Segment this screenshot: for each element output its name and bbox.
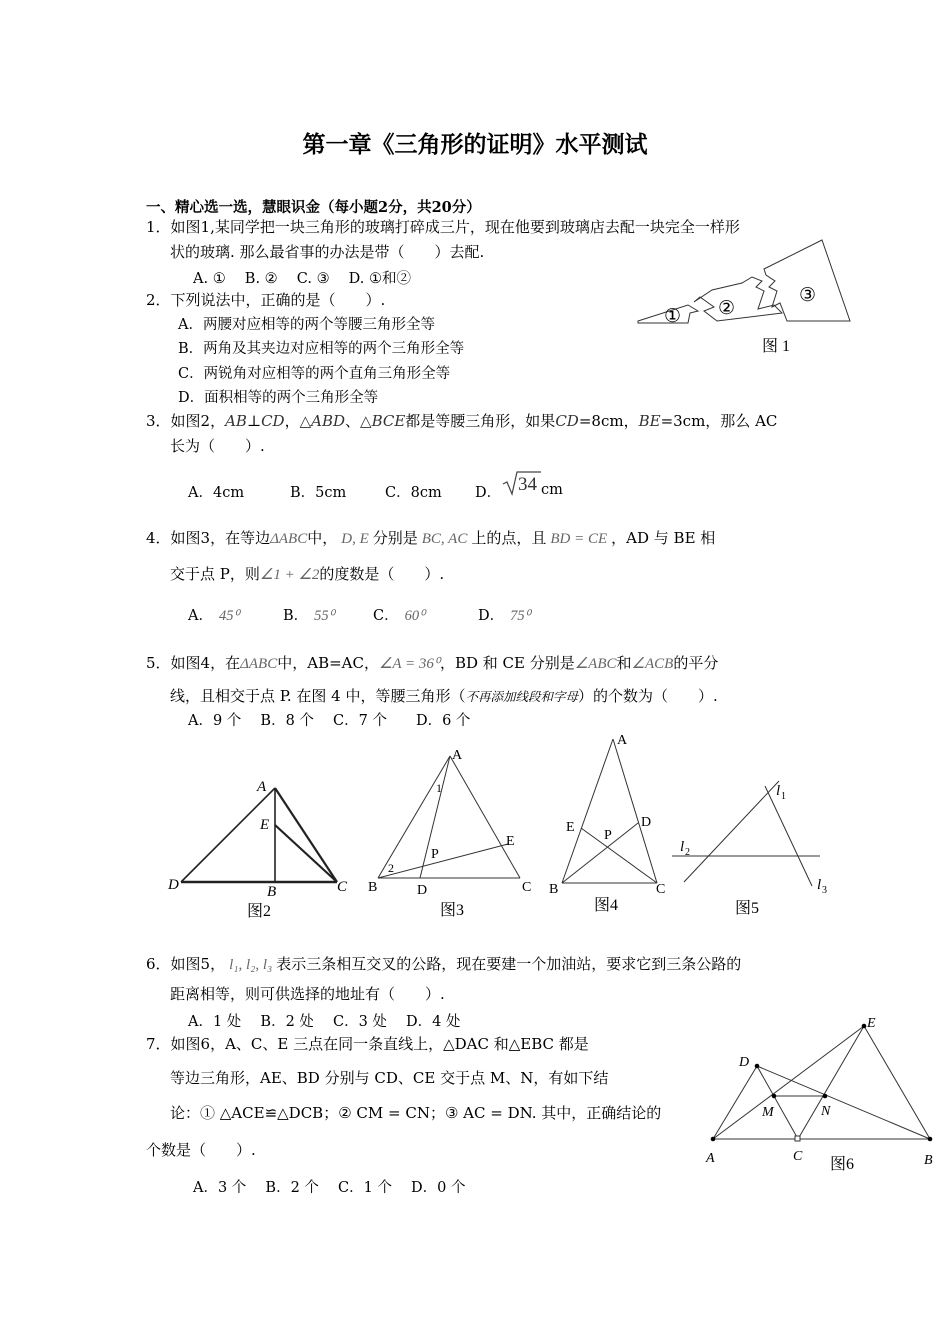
section-heading: 一、精心选一选，慧眼识金（每小题2分，共20分） bbox=[146, 199, 481, 216]
fig2-label-c: C bbox=[337, 879, 348, 895]
fig6-label-m: M bbox=[762, 1105, 774, 1120]
figure-6 bbox=[700, 1010, 940, 1175]
q4-opt-a-val: 45⁰ bbox=[218, 608, 240, 624]
q5-text-6: 线，且相交于点 P. 在图 4 中，等腰三角形（ bbox=[170, 687, 466, 705]
figure-3 bbox=[360, 745, 540, 925]
q5-text-1: 5．如图4，在 bbox=[146, 654, 241, 672]
q3-tri-abd: △ABD bbox=[299, 412, 346, 430]
fig3-label-c: C bbox=[522, 880, 532, 895]
fig6-point-e bbox=[862, 1024, 867, 1029]
q2-option-d: D．面积相等的两个三角形全等 bbox=[178, 390, 379, 406]
q3-option-d: D． bbox=[475, 485, 502, 501]
fig2-label-d: D bbox=[168, 877, 179, 893]
fig1-piece-2 bbox=[694, 277, 782, 321]
q3-option-b: B．5cm bbox=[290, 485, 347, 501]
q2-option-b: B．两角及其夹边对应相等的两个三角形全等 bbox=[178, 341, 465, 357]
q5-text-3: ，BD 和 CE 分别是 bbox=[439, 654, 575, 672]
q6-options: A．1 处 B．2 处 C．3 处 D．4 处 bbox=[188, 1014, 461, 1030]
fig4-caption: 图4 bbox=[594, 897, 619, 914]
q3-text-6: =3cm，那么 AC bbox=[660, 412, 778, 430]
figure-5 bbox=[670, 775, 835, 925]
q3-radicand: 34 bbox=[518, 474, 537, 495]
fig6-label-a: A bbox=[706, 1151, 715, 1166]
fig6-point-a bbox=[711, 1137, 716, 1142]
fig5-caption: 图5 bbox=[735, 900, 760, 917]
q4-math-abc: ΔABC bbox=[270, 531, 308, 547]
figure-4 bbox=[545, 730, 675, 925]
q3-option-c: C．8cm bbox=[385, 485, 442, 501]
figure-2 bbox=[165, 775, 355, 925]
q4-text-4: 上的点，且 bbox=[471, 529, 547, 547]
fig1-label-1: ① bbox=[664, 306, 682, 327]
q4-text-7: 的度数是（ ）. bbox=[319, 565, 445, 583]
q6-math-lines: l₁, l₂, l₃ bbox=[229, 957, 273, 973]
fig3-label-a: A bbox=[452, 748, 463, 763]
q4-opt-d-label: D． bbox=[478, 608, 505, 624]
fig2-label-a: A bbox=[257, 779, 267, 795]
fig5-label-l3-sub: 3 bbox=[822, 885, 827, 896]
q7-options: A．3 个 B．2 个 C．1 个 D．0 个 bbox=[193, 1180, 466, 1196]
fig5-label-l1-sub: 1 bbox=[781, 791, 786, 802]
fig3-label-b: B bbox=[368, 880, 378, 895]
q4-line1 bbox=[146, 528, 715, 549]
fig4-label-d: D bbox=[641, 815, 652, 830]
fig6-label-c: C bbox=[793, 1149, 803, 1164]
fig6-point-c bbox=[795, 1136, 800, 1141]
fig4-label-c: C bbox=[656, 882, 666, 897]
q5-line2 bbox=[170, 686, 718, 707]
fig5-label-l3: l bbox=[817, 877, 822, 893]
figure-1 bbox=[632, 235, 857, 355]
q4-option-c bbox=[373, 604, 425, 625]
q1-options: A. ① B. ② C. ③ D. ①和② bbox=[193, 271, 412, 287]
q5-text-5: 的平分 bbox=[673, 654, 719, 672]
q3-var-ab: AB bbox=[225, 412, 247, 430]
q5-math-abc: ΔABC bbox=[240, 656, 278, 672]
fig3-caption: 图3 bbox=[440, 902, 465, 919]
fig6-label-b: B bbox=[924, 1153, 933, 1168]
fig2-label-e: E bbox=[260, 817, 270, 833]
q3-line2: 长为（ ）. bbox=[170, 437, 265, 455]
q7-line4: 个数是（ ）. bbox=[146, 1141, 256, 1159]
fig6-caption: 图6 bbox=[830, 1156, 855, 1173]
q4-math-de: D, E bbox=[341, 531, 369, 547]
q5-math-angle-abc: ∠ABC bbox=[574, 656, 617, 672]
q3-text-2: ， bbox=[284, 412, 300, 430]
q2-stem: 2．下列说法中，正确的是（ ）. bbox=[146, 291, 386, 309]
q1-line2: 状的玻璃. 那么最省事的办法是带（ ）去配. bbox=[170, 243, 485, 261]
q4-text-2: 中， bbox=[307, 529, 338, 547]
q3-tri-bce: △BCE bbox=[360, 412, 406, 430]
fig3-label-2: 2 bbox=[388, 861, 394, 875]
q4-opt-b-label: B． bbox=[283, 608, 309, 624]
q4-opt-b-val: 55⁰ bbox=[314, 608, 335, 624]
q3-text-1: 3．如图2， bbox=[146, 412, 226, 430]
q6-line1 bbox=[146, 954, 741, 975]
q4-text-5: ，AD 与 BE 相 bbox=[611, 529, 716, 547]
q4-opt-d-val: 75⁰ bbox=[510, 608, 531, 624]
fig6-label-d: D bbox=[739, 1055, 750, 1070]
q4-text-3: 分别是 bbox=[372, 529, 418, 547]
fig6-label-n: N bbox=[821, 1104, 831, 1119]
q3-option-a: A．4cm bbox=[188, 485, 245, 501]
q5-text-2: 中，AB=AC， bbox=[277, 654, 379, 672]
q4-opt-c-val: 60⁰ bbox=[404, 608, 425, 624]
q4-line2 bbox=[170, 564, 444, 585]
fig6-point-d bbox=[755, 1064, 760, 1069]
fig3-label-p: P bbox=[431, 847, 439, 862]
q4-math-bdce: BD = CE bbox=[550, 531, 608, 547]
fig5-label-l2-sub: 2 bbox=[685, 847, 690, 858]
fig4-label-a: A bbox=[617, 733, 628, 748]
q4-opt-a-label: A． bbox=[188, 608, 213, 624]
fig3-label-e: E bbox=[506, 834, 515, 849]
q5-math-angle-a: ∠A = 36⁰ bbox=[378, 656, 440, 672]
fig2-label-b: B bbox=[267, 884, 277, 900]
q5-math-angle-acb: ∠ACB bbox=[631, 656, 674, 672]
fig4-label-p: P bbox=[604, 828, 612, 843]
fig1-piece-3 bbox=[764, 240, 850, 321]
q7-line1: 7．如图6，A、C、E 三点在同一条直线上，△DAC 和△EBC 都是 bbox=[146, 1035, 589, 1053]
q7-line3: 论：① △ACE≌△DCB；② CM = CN；③ AC = DN. 其中，正确结论的 bbox=[170, 1104, 662, 1122]
q5-options: A．9 个 B．8 个 C．7 个 D．6 个 bbox=[188, 713, 471, 729]
q2-option-a: A．两腰对应相等的两个等腰三角形全等 bbox=[178, 317, 435, 333]
fig1-caption: 图 1 bbox=[762, 338, 791, 355]
q3-var-be: BE bbox=[638, 412, 661, 430]
fig4-label-b: B bbox=[549, 882, 559, 897]
fig6-label-e: E bbox=[867, 1016, 876, 1031]
q6-text-2: 表示三条相互交叉的公路，现在要建一个加油站，要求它到三条公路的 bbox=[276, 955, 742, 973]
q5-line1 bbox=[146, 653, 718, 674]
q5-note: 不再添加线段和字母 bbox=[465, 689, 578, 704]
fig6-point-m bbox=[772, 1094, 777, 1099]
q7-line2: 等边三角形，AE、BD 分别与 CD、CE 交于点 M、N，有如下结 bbox=[170, 1069, 609, 1087]
q3-text-4: 都是等腰三角形，如果 bbox=[405, 412, 556, 430]
page-title: 第一章《三角形的证明》水平测试 bbox=[302, 132, 648, 158]
fig2-caption: 图2 bbox=[247, 903, 272, 920]
q3-line1 bbox=[146, 411, 777, 431]
q5-text-4: 和 bbox=[616, 654, 632, 672]
q3-text-3: 、 bbox=[345, 412, 361, 430]
fig5-label-l1: l bbox=[776, 783, 781, 799]
q3-text-5: =8cm， bbox=[578, 412, 639, 430]
q4-text-6: 交于点 P，则 bbox=[170, 565, 260, 583]
q3-perp: ⊥ bbox=[246, 412, 262, 430]
q6-text-1: 6．如图5， bbox=[146, 955, 226, 973]
q3-var-cd2: CD bbox=[555, 412, 579, 430]
fig6-point-n bbox=[823, 1094, 828, 1099]
q6-line2: 距离相等，则可供选择的地址有（ ）. bbox=[170, 985, 445, 1003]
q5-text-7: ）的个数为（ ）. bbox=[577, 687, 718, 705]
q4-option-b bbox=[283, 604, 334, 625]
q3-var-cd: CD bbox=[261, 412, 285, 430]
fig6-point-b bbox=[928, 1137, 933, 1142]
q4-math-angles: ∠1 + ∠2 bbox=[259, 567, 320, 583]
fig3-label-1: 1 bbox=[436, 781, 442, 795]
q4-opt-c-label: C． bbox=[373, 608, 399, 624]
q4-option-d bbox=[478, 604, 530, 625]
fig5-label-l2: l bbox=[680, 839, 685, 855]
fig3-label-d: D bbox=[417, 883, 428, 898]
q4-option-a bbox=[188, 604, 239, 625]
q1-line1: 1．如图1,某同学把一块三角形的玻璃打碎成三片，现在他要到玻璃店去配一块完全一样形 bbox=[146, 218, 740, 236]
fig1-label-3: ③ bbox=[799, 285, 817, 306]
fig4-label-e: E bbox=[566, 820, 575, 835]
q2-option-c: C．两锐角对应相等的两个直角三角形全等 bbox=[178, 366, 451, 382]
q3-unit: cm bbox=[541, 482, 563, 498]
q4-math-bcac: BC, AC bbox=[421, 531, 468, 547]
q4-text-1: 4．如图3，在等边 bbox=[146, 529, 271, 547]
fig1-label-2: ② bbox=[718, 298, 736, 319]
